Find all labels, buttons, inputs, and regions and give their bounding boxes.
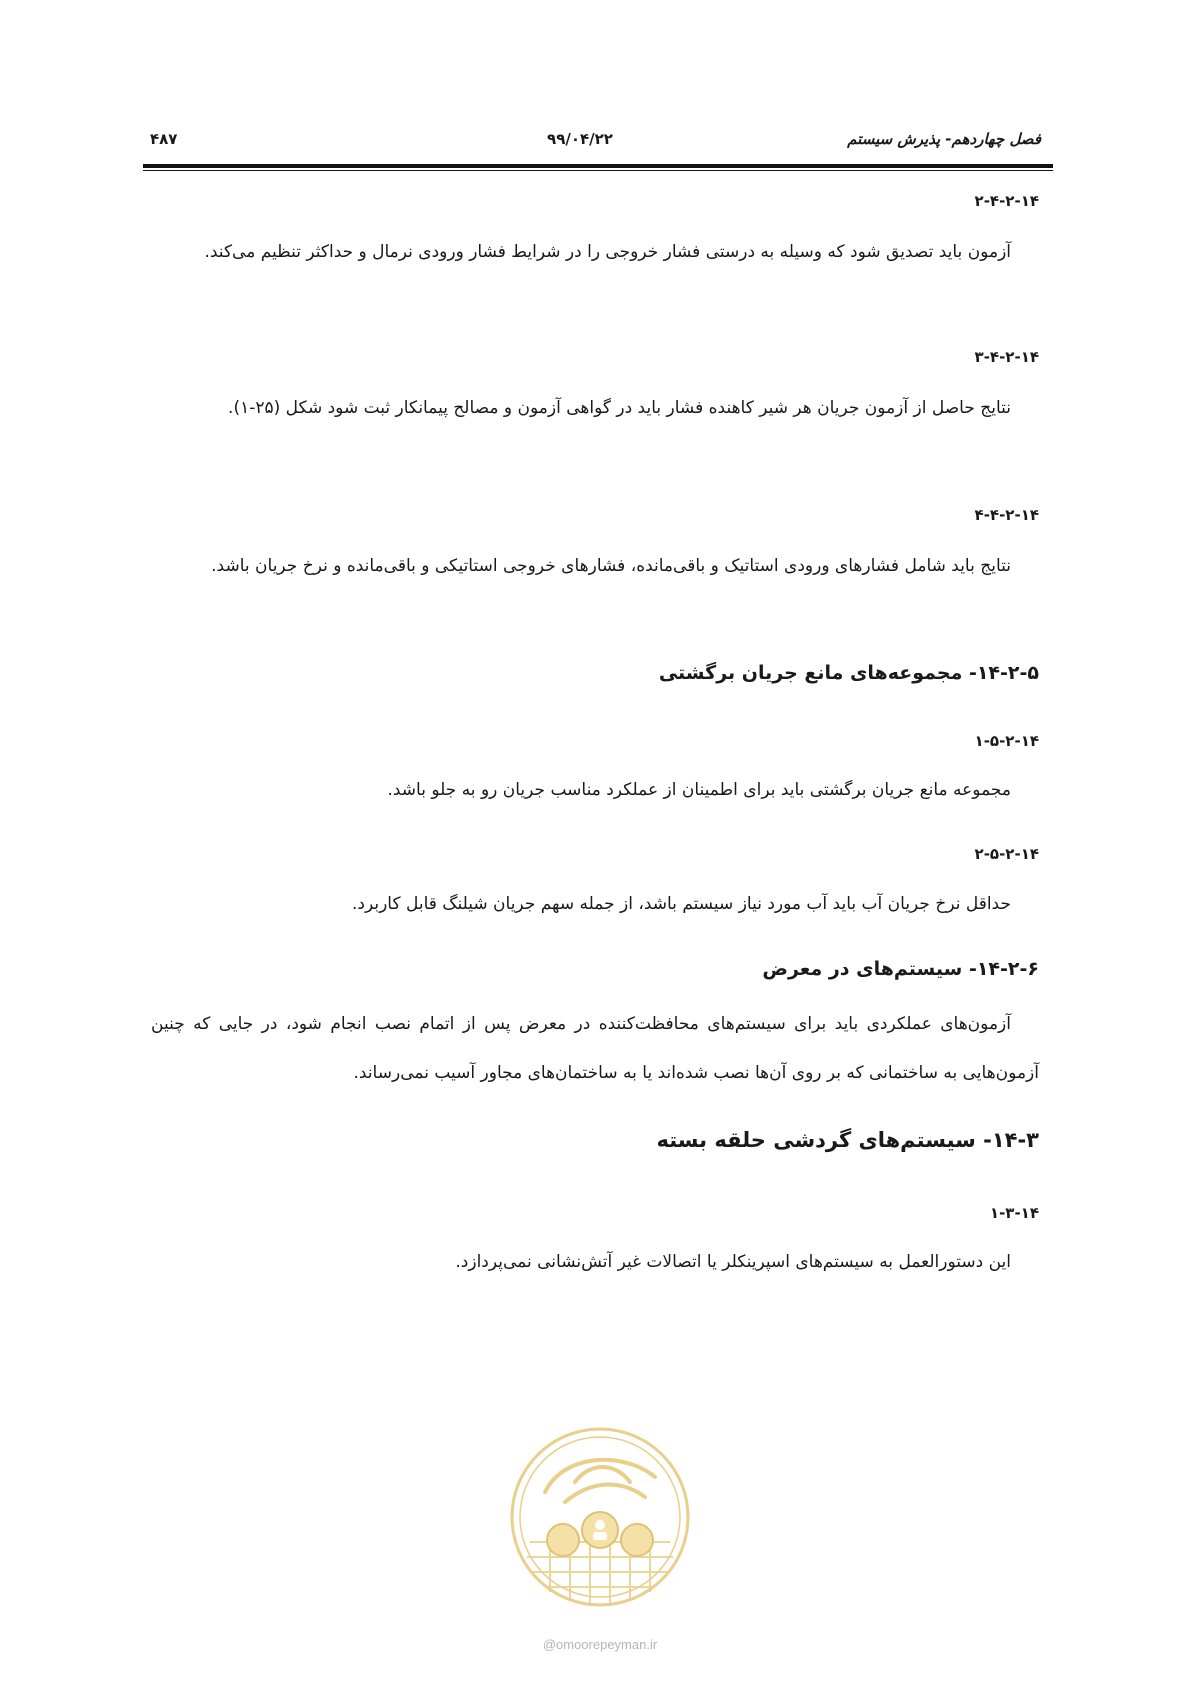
clause-number: ۴-۴-۲-۱۴ <box>974 506 1039 524</box>
paragraph-text: آزمون‌های عملکردی باید برای سیستم‌های محافظت‌کننده در معرض پس از اتمام نصب انجام شود، در جایی که چنین آزمون‌هایی به ساختمانی که بر روی آن‌ها نصب شده‌اند یا به ساختمان‌های مجاور آسیب نمی‌رساند. <box>151 1014 1039 1083</box>
watermark-website: @omoorepeyman.ir <box>542 1637 658 1652</box>
paragraph <box>151 880 1039 929</box>
chapter-title: فصل چهاردهم- پذیرش سیستم <box>847 130 1041 148</box>
header-rule <box>143 164 1053 168</box>
paragraph <box>151 384 1039 433</box>
page-number: ۴۸۷ <box>150 130 178 148</box>
watermark-logo-icon <box>505 1422 695 1612</box>
header-rule-thin <box>143 170 1053 171</box>
clause-number: ۱-۵-۲-۱۴ <box>974 732 1039 750</box>
chapter-section-heading: ۱۴-۳- سیستم‌های گردشی حلقه بسته <box>656 1128 1039 1152</box>
paragraph-text: نتایج باید شامل فشارهای ورودی استاتیک و باقی‌مانده، فشارهای خروجی استاتیکی و باقی‌مانده و نرخ جریان باشد. <box>211 556 1011 576</box>
paragraph <box>151 1238 1039 1287</box>
paragraph <box>151 766 1039 815</box>
paragraph-text: این دستورالعمل به سیستم‌های اسپرینکلر یا اتصالات غیر آتش‌نشانی نمی‌پردازد. <box>455 1252 1011 1272</box>
clause-number: ۲-۴-۲-۱۴ <box>974 192 1039 210</box>
paragraph-text: آزمون باید تصدیق شود که وسیله به درستی فشار خروجی را در شرایط فشار ورودی نرمال و حداکثر تنظیم می‌کند. <box>204 242 1011 262</box>
clause-number: ۳-۴-۲-۱۴ <box>974 348 1039 366</box>
paragraph <box>151 1000 1039 1098</box>
paragraph <box>151 542 1039 591</box>
paragraph-text: نتایج حاصل از آزمون جریان هر شیر کاهنده فشار باید در گواهی آزمون و مصالح پیمانکار ثبت شود شکل (۲۵-۱). <box>228 398 1011 418</box>
header-date: ۹۹/۰۴/۲۲ <box>547 130 613 148</box>
paragraph-text: حداقل نرخ جریان آب باید آب مورد نیاز سیستم باشد، از جمله سهم جریان شیلنگ قابل کاربرد. <box>352 894 1011 914</box>
clause-number: ۱-۳-۱۴ <box>989 1204 1039 1222</box>
section-heading: ۱۴-۲-۵- مجموعه‌های مانع جریان برگشتی <box>658 662 1039 684</box>
clause-number: ۲-۵-۲-۱۴ <box>974 845 1039 863</box>
paragraph-text: مجموعه مانع جریان برگشتی باید برای اطمینان از عملکرد مناسب جریان رو به جلو باشد. <box>387 780 1011 800</box>
paragraph <box>151 228 1039 277</box>
section-heading: ۱۴-۲-۶- سیستم‌های در معرض <box>762 958 1039 980</box>
